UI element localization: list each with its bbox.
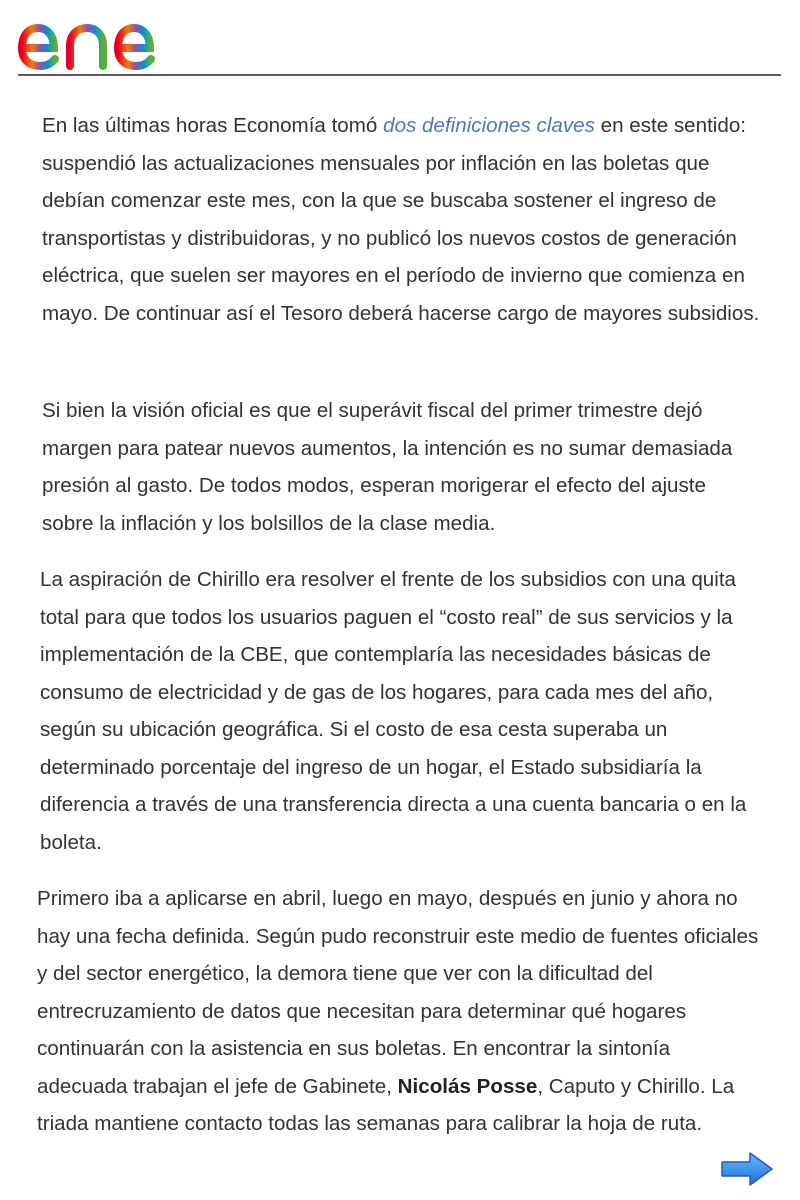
article-paragraph-1 [42, 107, 762, 332]
arrow-right-icon[interactable] [720, 1151, 774, 1187]
article-paragraph-4 [37, 880, 762, 1143]
paragraph-text: , Caputo y Chirillo. La triada mantiene contacto todas las semanas para calibrar la hoja de ruta. [37, 1074, 735, 1135]
article-paragraph-2: Si bien la visión oficial es que el superávit fiscal del primer trimestre dejó margen para patear nuevos aumentos, la intención es no sumar demasiada presión al gasto. De todos modos, esperan morigerar el efecto del ajuste sobre la inflación y los bolsillos de la clase media. [42, 399, 733, 535]
person-name-bold: Nicolás Posse [397, 1074, 538, 1098]
paragraph-text: En las últimas horas Economía tomó [42, 114, 384, 137]
paragraph-text: Primero iba a aplicarse en abril, luego en mayo, después en junio y ahora no hay una fecha definida. Según pudo reconstruir este medio de fuentes oficiales y del sector energético, la demora tiene que ver con la dificultad del entrecruzamiento de datos que necesitan para determinar qué hogares continuarán con la asistencia en sus boletas. En encontrar la sintonía adecuada trabajan el jefe de Gabinete, [37, 887, 759, 1098]
enel-logo[interactable] [18, 8, 178, 70]
paragraph-text: en este sentido: suspendió las actualizaciones mensuales por inflación en las boletas que debían comenzar este mes, con la que se buscaba sostener el ingreso de transportistas y distribuidoras, y no publicó los nuevos costos de generación eléctrica, que suelen ser mayores en el período de invierno que comienza en mayo. De continuar así el Tesoro deberá hacerse cargo de mayores subsidios. [42, 114, 760, 325]
definitions-link[interactable]: dos definiciones claves [383, 114, 595, 137]
article-paragraph-3: La aspiración de Chirillo era resolver el frente de los subsidios con una quita total para que todos los usuarios paguen el “costo real” de sus servicios y la implementación de la CBE, que contemplaría las necesidades básicas de consumo de electricidad y de gas de los hogares, para cada mes del año, según su ubicación geográfica. Si el costo de esa cesta superaba un determinado porcentaje del ingreso de un hogar, el Estado subsidiaría la diferencia a través de una transferencia directa a una cuenta bancaria o en la boleta. [40, 568, 747, 854]
site-header [18, 6, 781, 76]
